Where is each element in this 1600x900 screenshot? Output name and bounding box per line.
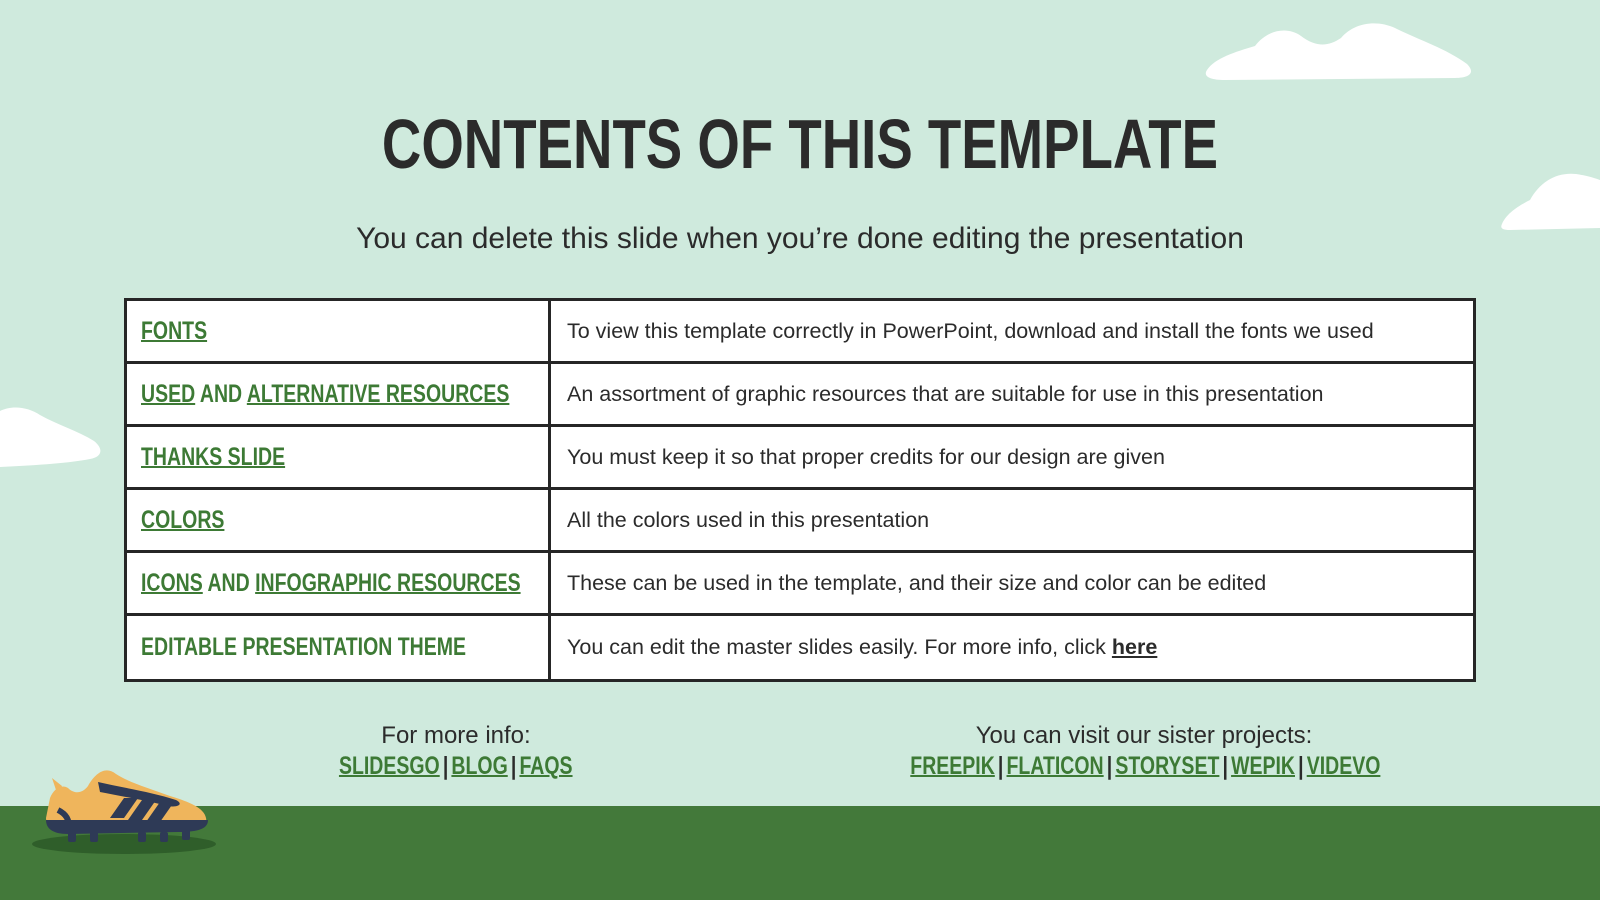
link-separator: | <box>997 752 1004 780</box>
link-separator: | <box>443 752 449 780</box>
page-subtitle: You can delete this slide when you’re done editing the presentation <box>356 222 1244 255</box>
table-row <box>127 427 1473 490</box>
table-row <box>127 364 1473 427</box>
description-text: You must keep it so that proper credits for our design are given <box>567 444 1165 469</box>
topic-cell <box>127 553 551 613</box>
sister-videvo-link[interactable]: VIDEVO <box>1306 752 1381 780</box>
topic-link[interactable]: INFOGRAPHIC RESOURCES <box>255 568 521 597</box>
link-separator: | <box>1222 752 1228 780</box>
topic-cell <box>127 364 551 424</box>
topic-cell <box>127 427 551 487</box>
description-text: An assortment of graphic resources that are suitable for use in this presentation <box>567 381 1324 406</box>
contents-table <box>124 298 1476 682</box>
description-text: These can be used in the template, and their size and color can be edited <box>567 570 1267 595</box>
description-cell <box>551 616 1473 679</box>
sister-projects-block <box>844 722 1444 782</box>
description-text: All the colors used in this presentation <box>567 507 930 532</box>
link-separator: | <box>1298 752 1304 780</box>
topic-link[interactable]: USED <box>141 379 196 408</box>
topic-link[interactable]: ALTERNATIVE RESOURCES <box>246 379 510 408</box>
table-row <box>127 490 1473 553</box>
info-faqs-link[interactable]: FAQS <box>519 752 573 780</box>
link-separator: | <box>1106 752 1113 780</box>
info-blog-link[interactable]: BLOG <box>451 752 508 780</box>
topic-label <box>141 506 224 535</box>
description-cell <box>551 490 1473 550</box>
link-separator: | <box>511 752 517 780</box>
description-cell <box>551 553 1473 613</box>
table-row <box>127 553 1473 616</box>
topic-label <box>141 633 466 662</box>
sister-freepik-link[interactable]: FREEPIK <box>910 752 995 780</box>
football-boot-icon <box>28 768 224 860</box>
topic-link[interactable]: FONTS <box>141 316 208 345</box>
cloud-top-right-icon <box>1205 18 1475 86</box>
topic-text: EDITABLE PRESENTATION THEME <box>141 633 467 661</box>
description-text: To view this template correctly in PowerPoint, download and install the fonts we used <box>567 318 1374 343</box>
description-text: You can edit the master slides easily. For more info, click <box>567 635 1112 659</box>
description-cell <box>551 427 1473 487</box>
sister-projects-links <box>910 750 1380 782</box>
topic-label <box>141 317 207 346</box>
more-info-block <box>256 722 656 782</box>
sister-flaticon-link[interactable]: FLATICON <box>1006 752 1104 780</box>
topic-link[interactable]: ICONS <box>141 568 203 597</box>
topic-label <box>141 380 509 409</box>
topic-label <box>141 569 521 598</box>
topic-text: AND <box>202 568 256 597</box>
topic-link[interactable]: COLORS <box>141 505 225 534</box>
sister-wepik-link[interactable]: WEPIK <box>1231 752 1295 780</box>
topic-cell <box>127 616 551 679</box>
topic-link[interactable]: THANKS SLIDE <box>141 442 286 471</box>
table-row <box>127 301 1473 364</box>
topic-cell <box>127 301 551 361</box>
sister-storyset-link[interactable]: STORYSET <box>1115 752 1220 780</box>
more-info-label: For more info: <box>381 722 531 749</box>
topic-text: AND <box>195 379 247 408</box>
more-info-links <box>339 750 573 782</box>
description-cell <box>551 301 1473 361</box>
topic-cell <box>127 490 551 550</box>
page-title: CONTENTS OF THIS TEMPLATE <box>381 105 1219 183</box>
table-row <box>127 616 1473 679</box>
info-slidesgo-link[interactable]: SLIDESGO <box>339 752 440 780</box>
topic-label <box>141 443 285 472</box>
here-link[interactable]: here <box>1111 635 1158 659</box>
cloud-left-edge-icon <box>0 405 102 469</box>
grass-ground <box>0 806 1600 900</box>
sister-projects-label: You can visit our sister projects: <box>975 722 1313 749</box>
description-cell <box>551 364 1473 424</box>
